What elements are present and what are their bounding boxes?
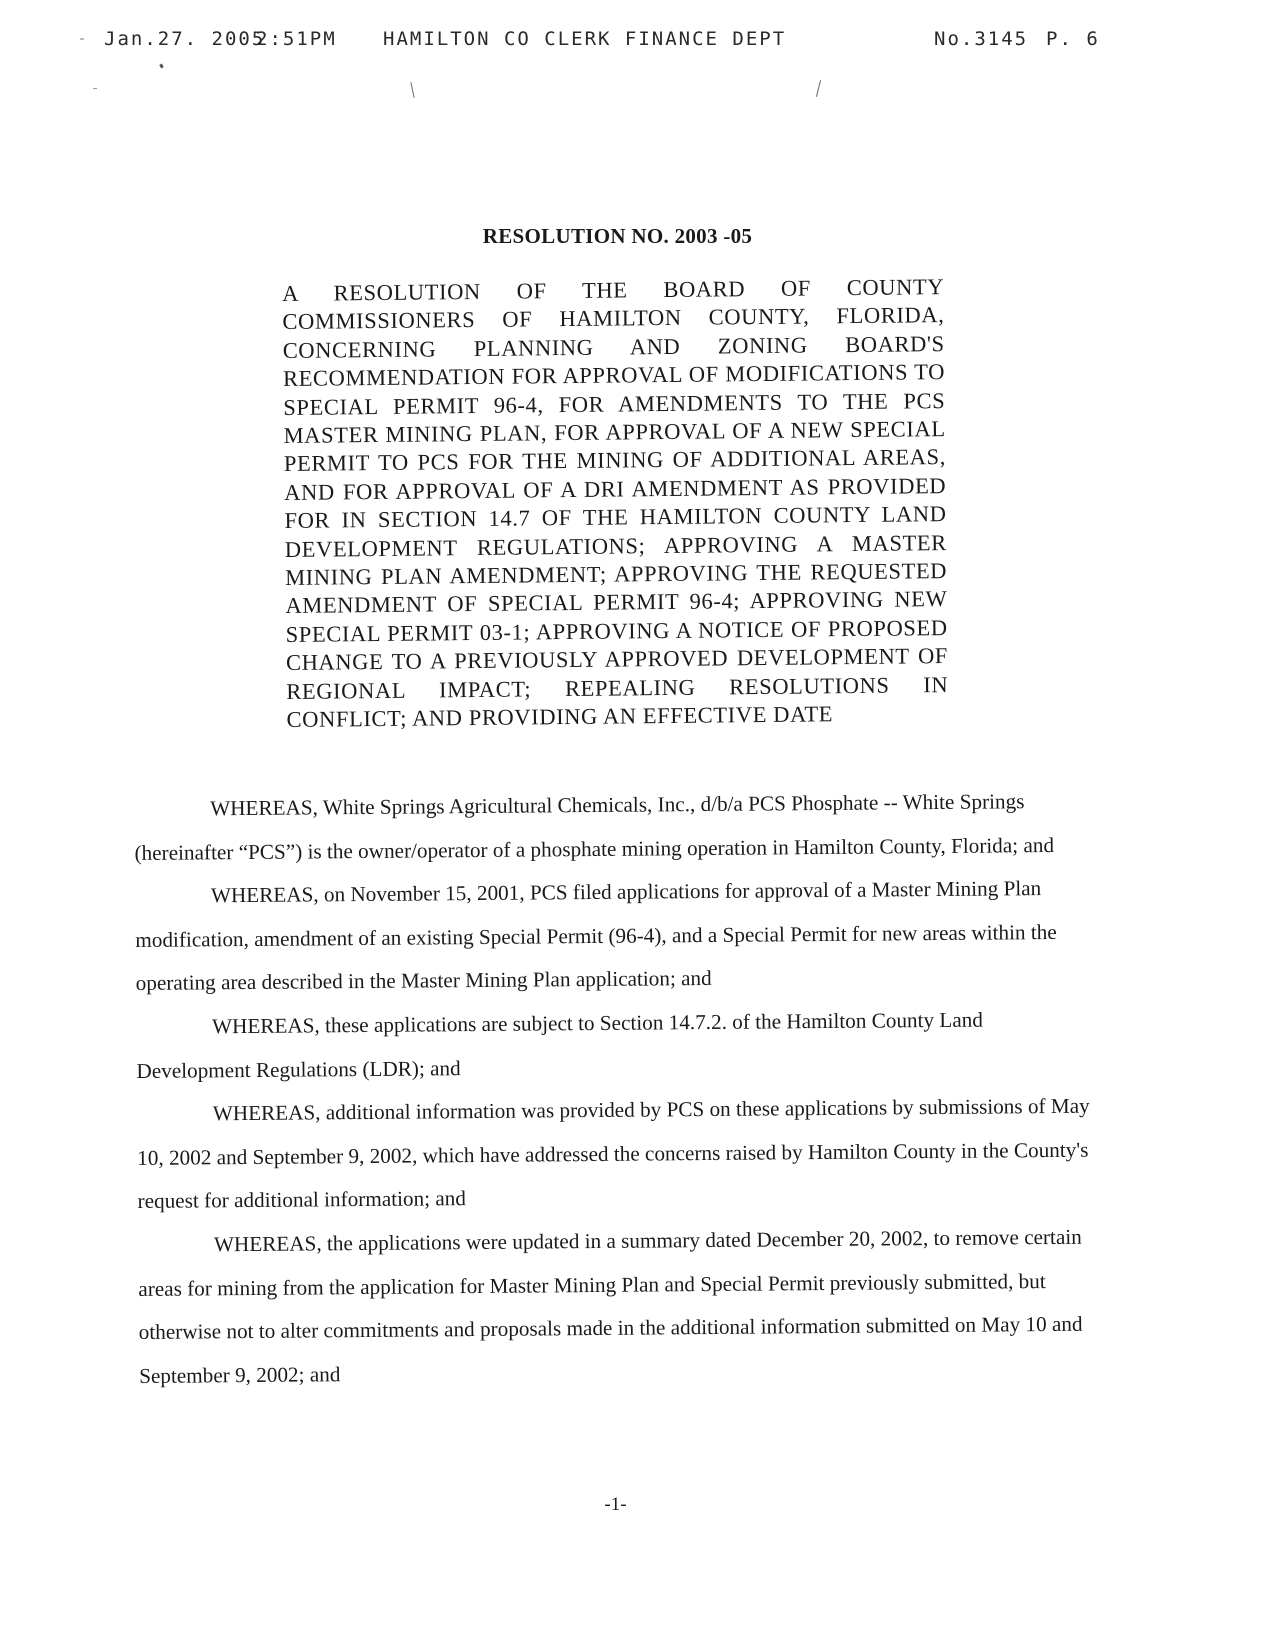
whereas-paragraph: WHEREAS, these applications are subject to Section 14.7.2. of the Hamilton County Land Development Regulations (LDR); and [136, 1007, 984, 1083]
whereas-paragraph: WHEREAS, additional information was provided by PCS on these applications by submissions of May 10, 2002 and September 9, 2002, which have addressed the concerns raised by Hamilton County in the County's request for additional information; and [137, 1093, 1090, 1214]
scan-mark [816, 80, 821, 97]
scan-mark [80, 38, 84, 40]
fax-sender: HAMILTON CO CLERK FINANCE DEPT [383, 28, 787, 50]
scan-mark [159, 64, 164, 69]
fax-number: No.3145 [934, 28, 1029, 50]
fax-date: Jan.27. 2005 [104, 28, 266, 50]
fax-header [0, 28, 1275, 58]
page-number-text: -1- [604, 1494, 627, 1515]
whereas-paragraph: WHEREAS, on November 15, 2001, PCS filed applications for approval of a Master Mining Plan modification, amendment of an existing Special Permit (96-4), and a Special Permit for new areas within the operating area described in the Master Mining Plan application; and [135, 876, 1057, 996]
page-number [0, 1494, 1275, 1516]
body-text [134, 780, 1094, 1399]
whereas-paragraph: WHEREAS, the applications were updated in a summary dated December 20, 2002, to remove certain areas for mining from the application for Master Mining Plan and Special Permit previously submitted, but otherwise not to alter commitments and proposals made in the additional information submitted on May 10 and September 9, 2002; and [138, 1224, 1083, 1388]
resolution-title [0, 224, 1275, 249]
scan-mark [93, 88, 97, 89]
scan-mark [410, 82, 414, 98]
resolution-caption: A RESOLUTION OF THE BOARD OF COUNTY COMMISSIONERS OF HAMILTON COUNTY, FLORIDA, CONCERNING PLANNING AND ZONING BOARD'S RECOMMENDATION FOR APPROVAL OF MODIFICATIONS TO SPECIAL PERMIT 96-4, FOR AMENDMENTS TO THE PCS MASTER MINING PLAN, FOR APPROVAL OF A NEW SPECIAL PERMIT TO PCS FOR THE MINING OF ADDITIONAL AREAS, AND FOR APPROVAL OF A DRI AMENDMENT AS PROVIDED FOR IN SECTION 14.7 OF THE HAMILTON COUNTY LAND DEVELOPMENT REGULATIONS; APPROVING A MASTER MINING PLAN AMENDMENT; APPROVING THE REQUESTED AMENDMENT OF SPECIAL PERMIT 96-4; APPROVING NEW SPECIAL PERMIT 03-1; APPROVING A NOTICE OF PROPOSED CHANGE TO A PREVIOUSLY APPROVED DEVELOPMENT OF REGIONAL IMPACT; REPEALING RESOLUTIONS IN CONFLICT; AND PROVIDING AN EFFECTIVE DATE [282, 274, 949, 733]
fax-page: P. 6 [1046, 28, 1100, 50]
whereas-paragraph: WHEREAS, White Springs Agricultural Chemicals, Inc., d/b/a PCS Phosphate -- White Springs (hereinafter “PCS”) is the owner/operator of a phosphate mining operation in Hamilton County, Florida; and [134, 789, 1055, 865]
fax-time: 2:51PM [256, 28, 337, 50]
resolution-title-text: RESOLUTION NO. 2003 -05 [482, 224, 753, 248]
